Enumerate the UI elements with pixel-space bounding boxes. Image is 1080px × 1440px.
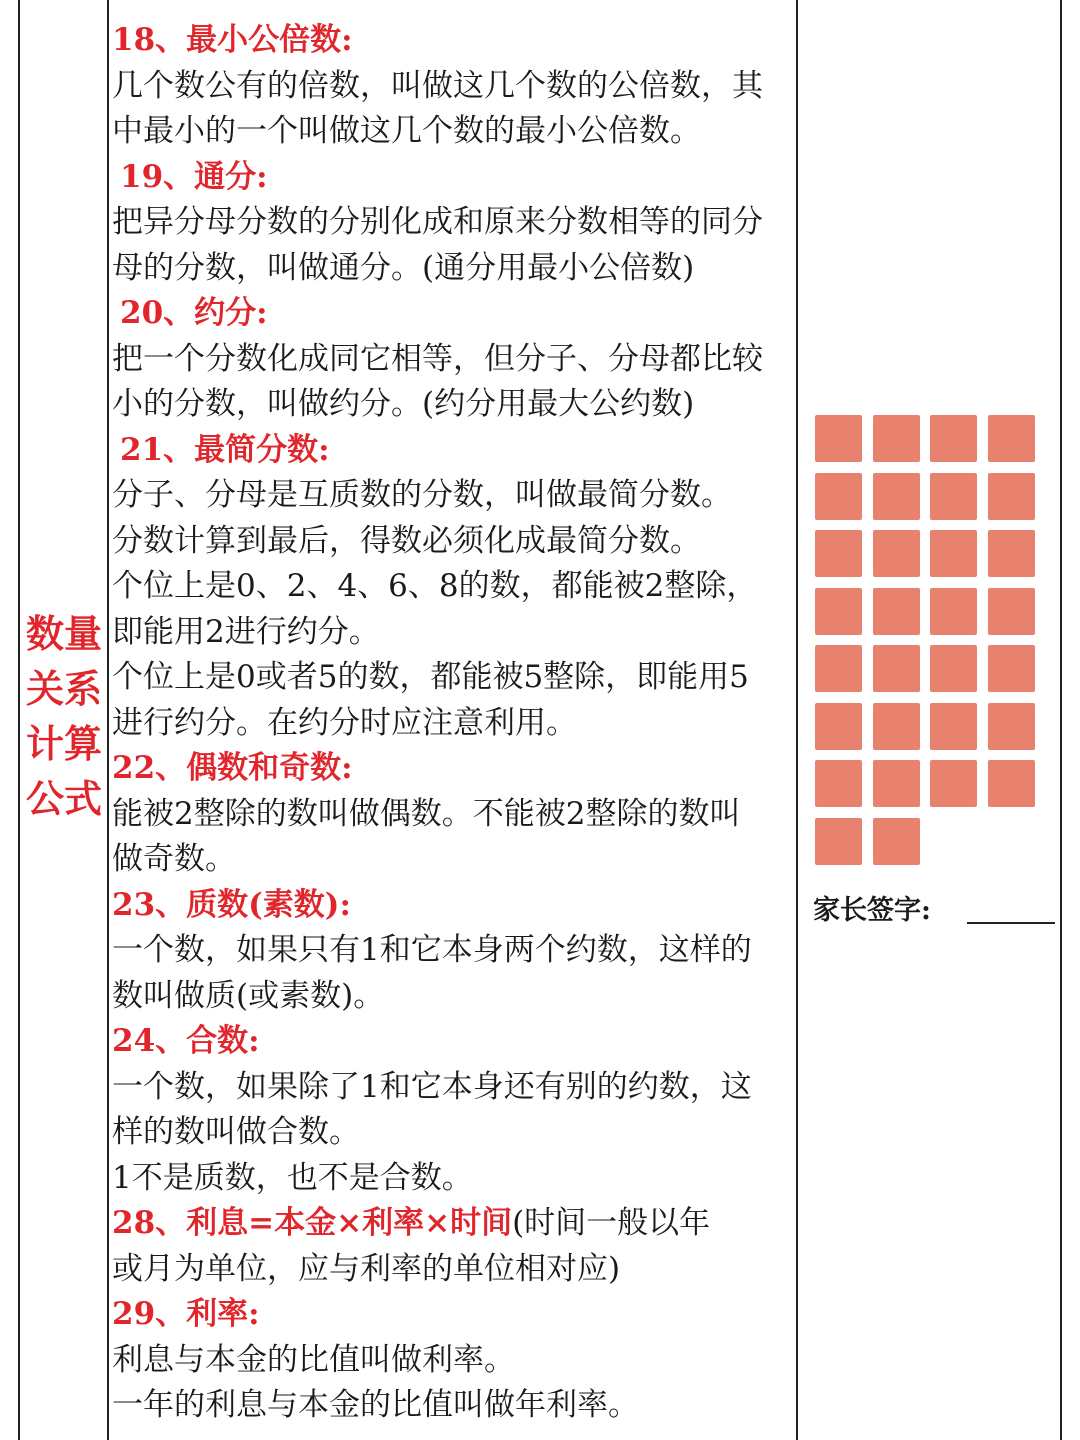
- progress-square: [988, 588, 1035, 635]
- progress-square: [930, 760, 977, 807]
- progress-square: [815, 703, 862, 750]
- category-label-line: 公式: [25, 776, 102, 821]
- progress-square: [930, 415, 977, 462]
- section-heading: 21、最简分数:: [120, 431, 330, 468]
- progress-square: [988, 473, 1035, 520]
- section-text: 即能用2进行约分。: [112, 613, 380, 650]
- section-heading: 22、偶数和奇数:: [112, 750, 353, 786]
- section-text: 利息与本金的比值叫做利率。: [112, 1341, 515, 1378]
- progress-square: [873, 473, 920, 520]
- parent-signature-label: 家长签字:: [813, 895, 931, 926]
- progress-square: [873, 818, 920, 865]
- signature-line[interactable]: [967, 922, 1055, 924]
- progress-square: [930, 473, 977, 520]
- progress-square: [873, 415, 920, 462]
- section-text: 把一个分数化成同它相等，但分子、分母都比较: [112, 340, 763, 377]
- progress-square: [815, 760, 862, 807]
- section-heading: 24、合数:: [112, 1023, 260, 1059]
- progress-square: [873, 703, 920, 750]
- progress-square: [815, 530, 862, 577]
- progress-square: [873, 760, 920, 807]
- section-text: 分子、分母是互质数的分数，叫做最简分数。: [112, 477, 732, 513]
- progress-square: [930, 588, 977, 635]
- section-text: 样的数叫做合数。: [112, 1114, 360, 1150]
- section-heading: 29、利率:: [112, 1296, 260, 1332]
- progress-square: [873, 645, 920, 692]
- progress-square: [930, 645, 977, 692]
- section-text: 个位上是0或者5的数，都能被5整除，即能用5: [112, 659, 749, 695]
- section-heading: 19、通分:: [120, 158, 268, 195]
- section-text: 能被2整除的数叫做偶数。不能被2整除的数叫: [112, 795, 741, 832]
- section-heading: 20、约分:: [120, 295, 268, 331]
- section-heading: 18、最小公倍数:: [112, 22, 353, 58]
- progress-square: [930, 703, 977, 750]
- section-text: 分数计算到最后，得数必须化成最简分数。: [112, 522, 701, 559]
- section-text: 把异分母分数的分别化成和原来分数相等的同分: [112, 204, 763, 240]
- category-label: [20, 606, 108, 826]
- section-heading-row: [112, 1201, 798, 1247]
- section-text: 一个数，如果除了1和它本身还有别的约数，这: [112, 1068, 752, 1105]
- category-label-line: 关系: [25, 666, 102, 711]
- progress-square: [988, 760, 1035, 807]
- table-border-right: [1060, 0, 1062, 1440]
- content-cell: [112, 18, 798, 1429]
- progress-square: [873, 530, 920, 577]
- section-heading: 28、利息=本金×利率×时间: [112, 1205, 513, 1241]
- section-heading-suffix: (时间一般以年: [512, 1205, 711, 1241]
- progress-square: [988, 703, 1035, 750]
- section-text: 小的分数，叫做约分。(约分用最大公约数): [112, 386, 695, 422]
- category-label-line: 数量: [25, 611, 102, 656]
- section-text: 一个数，如果只有1和它本身两个约数，这样的: [112, 932, 752, 968]
- category-label-line: 计算: [25, 721, 102, 766]
- progress-square: [815, 415, 862, 462]
- section-text: 个位上是0、2、4、6、8的数，都能被2整除，: [112, 568, 758, 604]
- section-text: 数叫做质(或素数)。: [112, 977, 385, 1014]
- progress-square: [815, 645, 862, 692]
- section-text: 中最小的一个叫做这几个数的最小公倍数。: [112, 113, 701, 149]
- section-text: 进行约分。在约分时应注意利用。: [112, 704, 577, 741]
- section-text: 母的分数，叫做通分。(通分用最小公倍数): [112, 249, 695, 286]
- section-heading: 23、质数(素数):: [112, 886, 351, 923]
- progress-square: [815, 818, 862, 865]
- section-text: 几个数公有的倍数，叫做这几个数的公倍数，其: [112, 67, 763, 104]
- section-text: 做奇数。: [112, 841, 236, 877]
- progress-square: [988, 415, 1035, 462]
- section-text: 或月为单位，应与利率的单位相对应): [112, 1250, 621, 1287]
- progress-square: [815, 588, 862, 635]
- progress-square: [988, 645, 1035, 692]
- progress-square: [930, 530, 977, 577]
- progress-square: [988, 530, 1035, 577]
- progress-square: [815, 473, 862, 520]
- section-text: 一年的利息与本金的比值叫做年利率。: [112, 1387, 639, 1423]
- progress-square: [873, 588, 920, 635]
- section-text: 1不是质数，也不是合数。: [112, 1159, 473, 1196]
